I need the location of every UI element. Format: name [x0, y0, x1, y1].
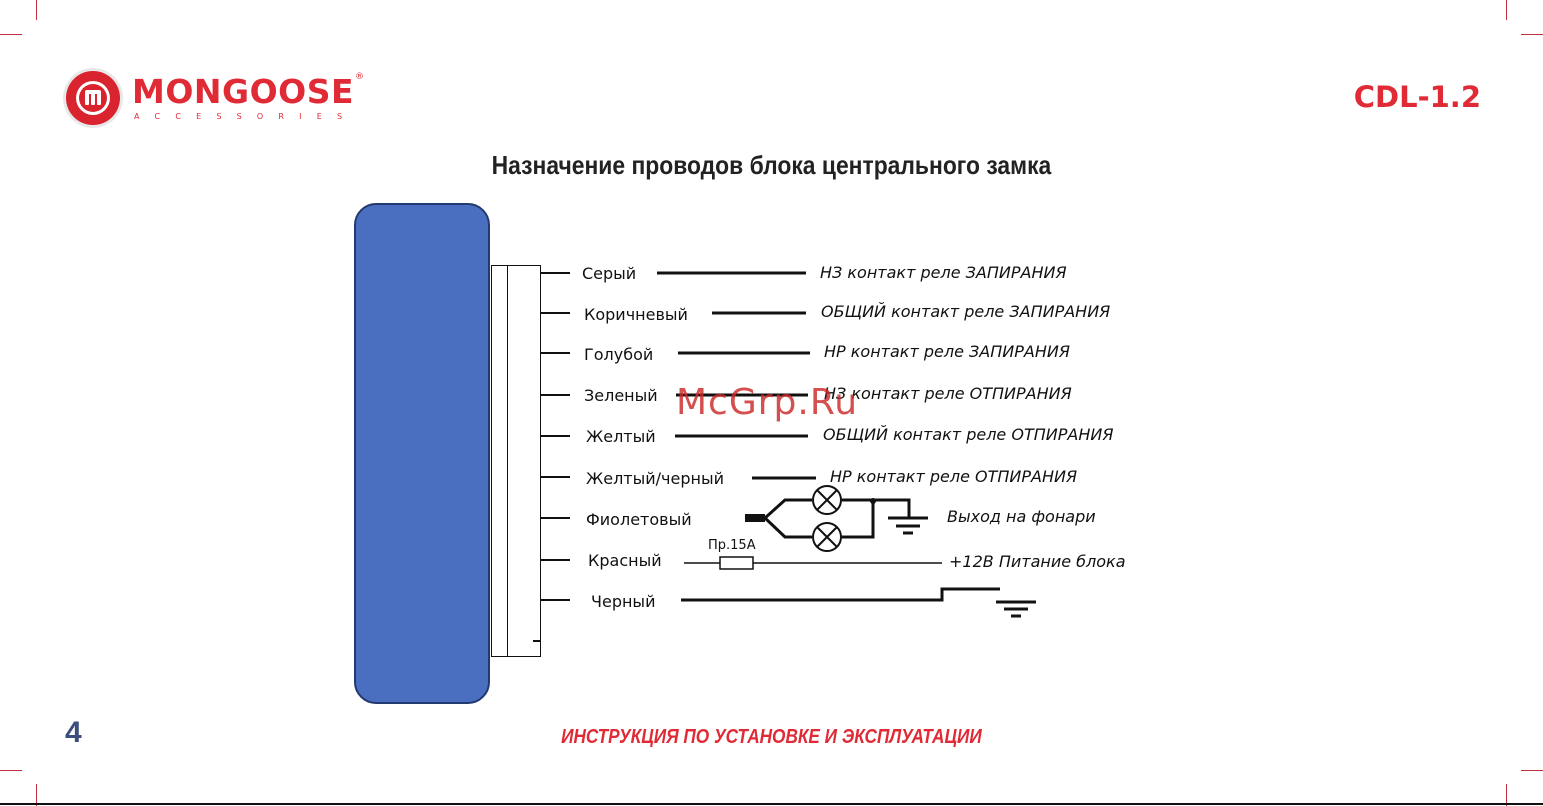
footer-title: ИНСТРУКЦИЯ ПО УСТАНОВКЕ И ЭКСПЛУАТАЦИИ [561, 726, 982, 748]
wire-color-label: Серый [582, 264, 637, 283]
wire-black [681, 589, 1000, 600]
watermark: McGrp.Ru [676, 382, 859, 423]
wire-function-label: ОБЩИЙ контакт реле ОТПИРАНИЯ [823, 425, 1114, 444]
wire-color-label: Красный [588, 551, 662, 570]
model-name: CDL-1.2 [1353, 80, 1481, 114]
ground-icon [996, 602, 1036, 616]
wire-function-label: НР контакт реле ЗАПИРАНИЯ [824, 342, 1070, 361]
wire-color-label: Желтый [586, 427, 656, 446]
wire-color-label: Черный [591, 592, 656, 611]
registered-mark: ® [355, 72, 365, 82]
wire-color-label: Желтый/черный [586, 469, 724, 488]
page-number: 4 [65, 716, 82, 749]
wire-function-label: НР контакт реле ОТПИРАНИЯ [830, 467, 1078, 486]
wire-color-label: Зеленый [584, 386, 658, 405]
wire-function-label: НЗ контакт реле ЗАПИРАНИЯ [820, 263, 1067, 282]
fuse-label: Пр.15А [708, 538, 756, 553]
wire-function-label: НЗ контакт реле ОТПИРАНИЯ [824, 384, 1072, 403]
lamp-icon [813, 486, 841, 514]
brand-name: MONGOOSE® [132, 72, 365, 111]
brand-subtitle: ACCESSORIES [134, 112, 358, 121]
wire-color-label: Фиолетовый [586, 510, 692, 529]
wire-function-label: Выход на фонари [947, 507, 1096, 526]
wire-color-label: Коричневый [584, 305, 688, 324]
wire-function-label: +12В Питание блока [949, 552, 1126, 571]
lamp-icon [813, 523, 841, 551]
wire-color-label: Голубой [584, 345, 654, 364]
page-title: Назначение проводов блока центрального замка [491, 150, 1052, 180]
wire-function-label: ОБЩИЙ контакт реле ЗАПИРАНИЯ [821, 302, 1111, 321]
fuse-icon [720, 557, 753, 569]
